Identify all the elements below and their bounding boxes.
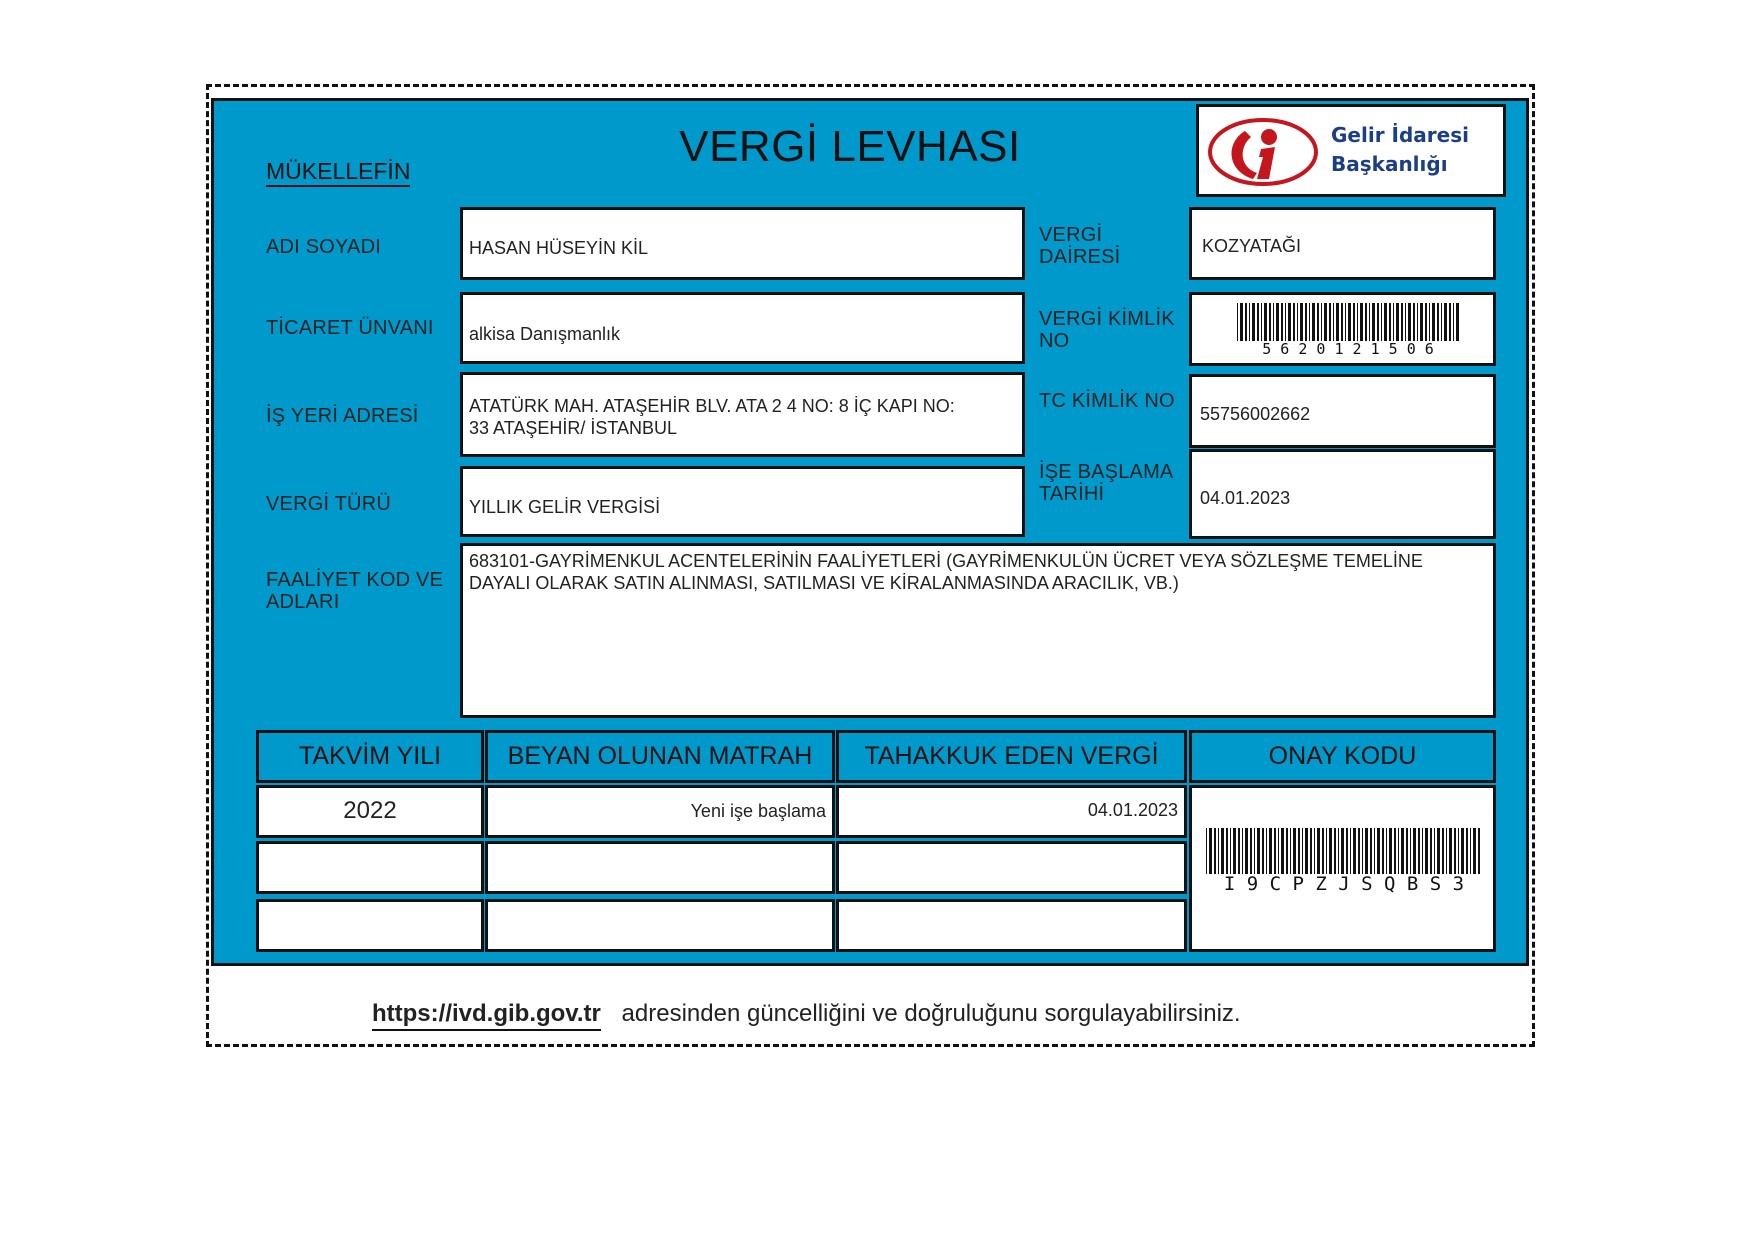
barcode-bar	[1389, 828, 1392, 874]
barcode-bar	[1381, 303, 1382, 341]
start-date-value: 04.01.2023	[1200, 488, 1291, 508]
trade-name-label: TİCARET ÜNVANI	[266, 317, 434, 339]
barcode-bar	[1401, 828, 1404, 874]
barcode-bar	[1326, 828, 1327, 874]
activity-label-line-2: ADLARI	[266, 591, 340, 613]
document-title: VERGİ LEVHASI	[679, 122, 1021, 171]
barcode-bar	[1302, 828, 1303, 874]
barcode-bar	[1293, 828, 1296, 874]
barcode-bar	[1250, 828, 1252, 874]
header-declared-base: BEYAN OLUNAN MATRAH	[485, 730, 835, 783]
barcode-bar	[1360, 303, 1363, 341]
barcode-bar	[1417, 303, 1418, 341]
barcode-bar	[1338, 828, 1339, 874]
barcode-bar	[1341, 303, 1343, 341]
tax-id-label-line-2: NO	[1039, 330, 1070, 352]
barcode-bar	[1398, 828, 1399, 874]
row1-base: Yeni işe başlama	[485, 785, 835, 838]
address-value	[469, 395, 955, 439]
barcode-bar	[1290, 828, 1291, 874]
row2-base	[485, 841, 835, 894]
start-date-field	[1189, 449, 1496, 539]
logo-line-2: Başkanlığı	[1331, 152, 1448, 176]
barcode-bar	[1454, 828, 1456, 874]
barcode-bar	[1357, 303, 1358, 341]
row3-year	[256, 899, 484, 952]
header-calendar-year: TAKVİM YILI	[256, 730, 484, 783]
name-label: ADI SOYADI	[266, 236, 381, 258]
barcode-bar	[1257, 828, 1260, 874]
barcode-bar	[1214, 828, 1216, 874]
address-value-line-2: 33 ATAŞEHİR/ İSTANBUL	[469, 418, 678, 438]
barcode-bar	[1278, 828, 1279, 874]
taxpayer-heading: MÜKELLEFİN	[266, 158, 410, 187]
barcode-bar	[1329, 303, 1331, 341]
approval-code-barcode	[1206, 828, 1482, 874]
row1-tax: 04.01.2023	[836, 785, 1187, 838]
barcode-bar	[1362, 828, 1363, 874]
barcode-bar	[1237, 303, 1238, 341]
barcode-bar	[1209, 828, 1212, 874]
barcode-bar	[1365, 828, 1368, 874]
barcode-bar	[1429, 303, 1430, 341]
barcode-bar	[1453, 303, 1454, 341]
tc-id-value: 55756002662	[1200, 404, 1311, 424]
barcode-bar	[1269, 828, 1272, 874]
barcode-bar	[1238, 828, 1240, 874]
activity-value-line-1: 683101-GAYRİMENKUL ACENTELERİNİN FAALİYETLERİ (GAYRİMENKULÜN ÜCRET VEYA SÖZLEŞME TEMELİNE	[469, 551, 1423, 571]
barcode-bar	[1322, 828, 1324, 874]
barcode-bar	[1406, 828, 1408, 874]
approval-code-text: I 9 C P Z J S Q B S 3	[1223, 873, 1465, 895]
barcode-bar	[1425, 303, 1427, 341]
barcode-bar	[1297, 303, 1298, 341]
activity-value	[469, 550, 1489, 594]
verification-text: adresinden güncelliğini ve doğruluğunu sorgulayabilirsiniz.	[621, 1000, 1241, 1027]
barcode-bar	[1206, 828, 1207, 874]
barcode-bar	[1281, 828, 1284, 874]
barcode-bar	[1353, 828, 1356, 874]
gib-logo-text	[1331, 121, 1469, 179]
tax-office-field	[1189, 207, 1496, 280]
barcode-bar	[1420, 303, 1423, 341]
gib-logo	[1196, 104, 1506, 197]
barcode-bar	[1242, 828, 1243, 874]
barcode-bar	[1478, 828, 1480, 874]
barcode-bar	[1441, 303, 1442, 341]
barcode-bar	[1310, 828, 1312, 874]
tax-office-label-line-1: VERGİ	[1039, 224, 1103, 246]
barcode-bar	[1413, 828, 1416, 874]
barcode-bar	[1446, 828, 1447, 874]
start-date-label	[1039, 461, 1173, 505]
barcode-bar	[1314, 828, 1315, 874]
start-date-label-line-1: İŞE BAŞLAMA	[1039, 461, 1174, 483]
barcode-bar	[1329, 828, 1332, 874]
barcode-bar	[1461, 828, 1464, 874]
activity-value-line-2: DAYALI OLARAK SATIN ALINMASI, SATILMASI VE KİRALANMASINDA ARACILIK, VB.)	[469, 573, 1179, 593]
barcode-bar	[1221, 828, 1224, 874]
barcode-bar	[1341, 828, 1344, 874]
barcode-bar	[1266, 828, 1267, 874]
tax-id-field	[1189, 292, 1496, 366]
address-field	[460, 372, 1025, 457]
tax-type-field	[460, 466, 1025, 537]
barcode-bar	[1300, 303, 1303, 341]
barcode-bar	[1286, 828, 1288, 874]
barcode-bar	[1444, 303, 1447, 341]
barcode-bar	[1389, 303, 1391, 341]
start-date-label-line-2: TARİHİ	[1039, 483, 1105, 505]
barcode-bar	[1312, 303, 1315, 341]
barcode-bar	[1293, 303, 1295, 341]
barcode-bar	[1346, 828, 1348, 874]
barcode-bar	[1437, 828, 1440, 874]
header-accrued-tax: TAHAKKUK EDEN VERGİ	[836, 730, 1187, 783]
barcode-bar	[1264, 303, 1267, 341]
barcode-bar	[1317, 828, 1320, 874]
barcode-bar	[1405, 303, 1406, 341]
barcode-bar	[1305, 303, 1307, 341]
trade-name-field	[460, 292, 1025, 364]
row2-tax	[836, 841, 1187, 894]
barcode-bar	[1233, 828, 1236, 874]
verification-footer	[372, 1000, 1241, 1028]
barcode-bar	[1369, 303, 1370, 341]
barcode-bar	[1333, 303, 1334, 341]
name-value: HASAN HÜSEYİN KİL	[469, 238, 649, 258]
barcode-bar	[1226, 828, 1228, 874]
barcode-bar	[1470, 828, 1471, 874]
barcode-bar	[1473, 828, 1476, 874]
activity-label	[266, 569, 443, 613]
activity-label-line-1: FAALİYET KOD VE	[266, 569, 444, 591]
barcode-bar	[1230, 828, 1231, 874]
barcode-bar	[1374, 828, 1375, 874]
barcode-bar	[1245, 828, 1248, 874]
barcode-bar	[1273, 303, 1274, 341]
row2-year	[256, 841, 484, 894]
barcode-bar	[1422, 828, 1423, 874]
row3-base	[485, 899, 835, 952]
barcode-bar	[1261, 303, 1262, 341]
row1-year: 2022	[256, 785, 484, 838]
address-value-line-1: ATATÜRK MAH. ATAŞEHİR BLV. ATA 2 4 NO: 8 İÇ KAPI NO:	[469, 396, 955, 416]
trade-name-value: alkisa Danışmanlık	[469, 324, 621, 344]
barcode-bar	[1384, 303, 1387, 341]
barcode-bar	[1321, 303, 1322, 341]
tax-id-label-line-1: VERGİ KİMLİK	[1039, 308, 1175, 330]
barcode-bar	[1456, 303, 1459, 341]
barcode-bar	[1276, 303, 1279, 341]
barcode-bar	[1401, 303, 1403, 341]
barcode-bar	[1257, 303, 1259, 341]
barcode-bar	[1252, 303, 1255, 341]
barcode-bar	[1466, 828, 1468, 874]
tax-office-label	[1039, 224, 1120, 268]
logo-line-1: Gelir İdaresi	[1331, 123, 1469, 147]
barcode-bar	[1350, 828, 1351, 874]
activity-field	[460, 543, 1496, 718]
barcode-bar	[1408, 303, 1411, 341]
barcode-bar	[1377, 303, 1379, 341]
barcode-bar	[1298, 828, 1300, 874]
barcode-bar	[1288, 303, 1291, 341]
tc-id-label: TC KİMLİK NO	[1039, 390, 1175, 412]
barcode-bar	[1305, 828, 1308, 874]
barcode-bar	[1348, 303, 1351, 341]
barcode-bar	[1281, 303, 1283, 341]
barcode-bar	[1309, 303, 1310, 341]
barcode-bar	[1425, 828, 1428, 874]
barcode-bar	[1245, 303, 1247, 341]
barcode-bar	[1377, 828, 1380, 874]
barcode-bar	[1430, 828, 1432, 874]
barcode-bar	[1334, 828, 1336, 874]
barcode-bar	[1386, 828, 1387, 874]
barcode-bar	[1365, 303, 1367, 341]
tax-id-barcode	[1237, 303, 1459, 341]
barcode-bar	[1324, 303, 1327, 341]
barcode-bar	[1394, 828, 1396, 874]
barcode-bar	[1285, 303, 1286, 341]
barcode-bar	[1382, 828, 1384, 874]
barcode-bar	[1218, 828, 1219, 874]
tax-office-label-line-2: DAİRESİ	[1039, 246, 1121, 268]
name-field	[460, 207, 1025, 280]
row3-tax	[836, 899, 1187, 952]
verification-link[interactable]: https://ivd.gib.gov.tr	[372, 1000, 601, 1031]
barcode-bar	[1393, 303, 1394, 341]
barcode-bar	[1269, 303, 1271, 341]
barcode-bar	[1358, 828, 1360, 874]
barcode-bar	[1410, 828, 1411, 874]
barcode-bar	[1449, 828, 1452, 874]
barcode-bar	[1418, 828, 1420, 874]
barcode-bar	[1413, 303, 1415, 341]
barcode-bar	[1432, 303, 1435, 341]
barcode-bar	[1262, 828, 1264, 874]
barcode-bar	[1372, 303, 1375, 341]
tax-id-barcode-digits: 5 6 2 0 1 2 1 5 0 6	[1262, 340, 1434, 358]
barcode-bar	[1442, 828, 1444, 874]
gib-emblem-icon	[1205, 113, 1321, 191]
barcode-bar	[1317, 303, 1319, 341]
header-approval-code: ONAY KODU	[1189, 730, 1496, 783]
address-label: İŞ YERİ ADRESİ	[266, 405, 419, 427]
barcode-bar	[1336, 303, 1339, 341]
tc-id-field	[1189, 374, 1496, 448]
barcode-bar	[1249, 303, 1250, 341]
tax-type-value: YILLIK GELİR VERGİSİ	[469, 497, 661, 517]
barcode-bar	[1458, 828, 1459, 874]
tax-office-value: KOZYATAĞI	[1202, 236, 1302, 256]
tax-type-label: VERGİ TÜRÜ	[266, 493, 391, 515]
barcode-bar	[1437, 303, 1439, 341]
barcode-bar	[1254, 828, 1255, 874]
barcode-bar	[1345, 303, 1346, 341]
barcode-bar	[1396, 303, 1399, 341]
tax-id-label	[1039, 308, 1175, 352]
approval-code-cell	[1189, 785, 1496, 952]
barcode-bar	[1274, 828, 1276, 874]
barcode-bar	[1353, 303, 1355, 341]
barcode-bar	[1240, 303, 1243, 341]
barcode-bar	[1434, 828, 1435, 874]
barcode-bar	[1370, 828, 1372, 874]
barcode-bar	[1449, 303, 1451, 341]
